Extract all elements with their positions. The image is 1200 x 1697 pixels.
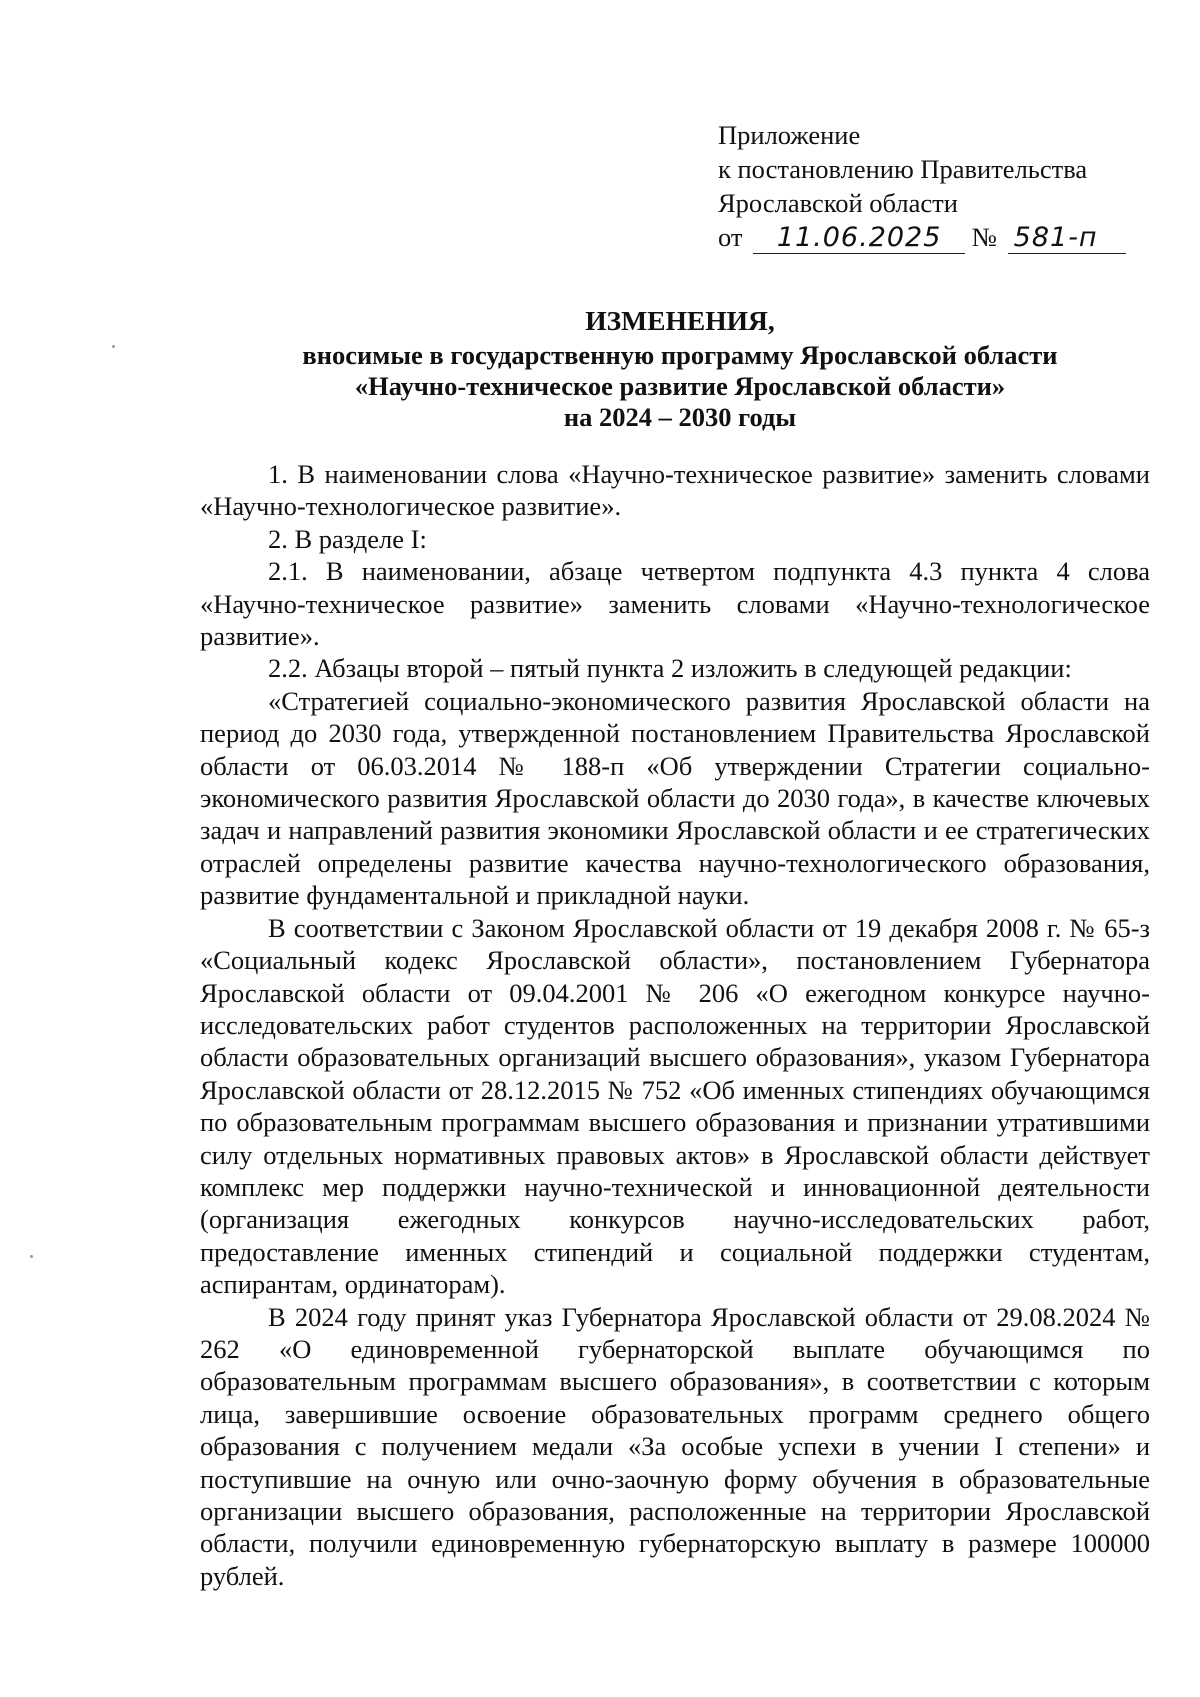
attachment-line-3: Ярославской области	[718, 188, 958, 218]
number-label: №	[971, 222, 998, 252]
handwritten-date: 11.06.2025	[776, 222, 942, 253]
paragraph-6: В соответствии с Законом Ярославской области от 19 декабря 2008 г. № 65-з «Социальный кодекс Ярославской области», постановлением Губернатора Ярославской области от 09.04.2001 № 206 «О ежегодном конкурсе научно-исследовательских работ студентов расположенных на территории Ярославской области образовательных организаций высшего образования», указом Губернатора Ярославской области от 28.12.2015 № 752 «Об именных стипендиях обучающимся по образовательным программам высшего образования и признании утратившими силу отдельных нормативных правовых актов» в Ярославской области действует комплекс мер поддержки научно-технической и инновационной деятельности (организация ежегодных конкурсов научно-исследовательских работ, предоставление именных стипендий и социальной поддержки студентам, аспирантам, ординаторам).	[200, 912, 1150, 1300]
attachment-line-1: Приложение	[718, 120, 861, 150]
date-field	[753, 222, 965, 254]
number-field	[1008, 222, 1126, 254]
scan-speck	[30, 1255, 33, 1258]
attachment-date-number-line	[718, 220, 1126, 254]
paragraph-4: 2.2. Абзацы второй – пятый пункта 2 изложить в следующей редакции:	[268, 653, 1072, 684]
handwritten-number: 581-п	[1013, 222, 1098, 253]
document-body	[200, 458, 1150, 1592]
title-line-4: на 2024 – 2030 годы	[563, 402, 797, 432]
from-label: от	[718, 222, 743, 252]
document-title	[200, 305, 1160, 433]
attachment-block	[718, 118, 1126, 254]
paragraph-3: 2.1. В наименовании, абзаце четвертом подпункта 4.3 пункта 4 слова «Научно-техническое развитие» заменить словами «Научно-технологическое развитие».	[200, 556, 1150, 652]
title-line-3: «Научно-техническое развитие Ярославской области»	[354, 371, 1006, 401]
title-line-2: вносимые в государственную программу Ярославской области	[302, 340, 1058, 370]
scan-speck	[112, 345, 115, 348]
title-main: ИЗМЕНЕНИЯ,	[585, 305, 775, 336]
paragraph-1: 1. В наименовании слова «Научно-техническое развитие» заменить словами «Научно-технологическое развитие».	[200, 459, 1150, 522]
paragraph-7: В 2024 году принят указ Губернатора Ярославской области от 29.08.2024 № 262 «О единовременной губернаторской выплате обучающимся по образовательным программам высшего образования», в соответствии с которым лица, завершившие освоение образовательных программ среднего общего образования с получением медали «За особые успехи в учении I степени» и поступившие на очную или очно-заочную форму обучения в образовательные организации высшего образования, расположенные на территории Ярославской области, получили единовременную губернаторскую выплату в размере 100000 рублей.	[200, 1301, 1150, 1591]
paragraph-2: 2. В разделе I:	[268, 523, 427, 554]
attachment-line-2: к постановлению Правительства	[718, 154, 1088, 184]
paragraph-5: «Стратегией социально-экономического развития Ярославской области на период до 2030 года, утвержденной постановлением Правительства Ярославской области от 06.03.2014 № 188-п «Об утверждении Стратегии социально-экономического развития Ярославской области до 2030 года», в качестве ключевых задач и направлений развития экономики Ярославской области и ее стратегических отраслей определены развитие качества научно-технологического образования, развитие фундаментальной и прикладной науки.	[200, 685, 1150, 911]
